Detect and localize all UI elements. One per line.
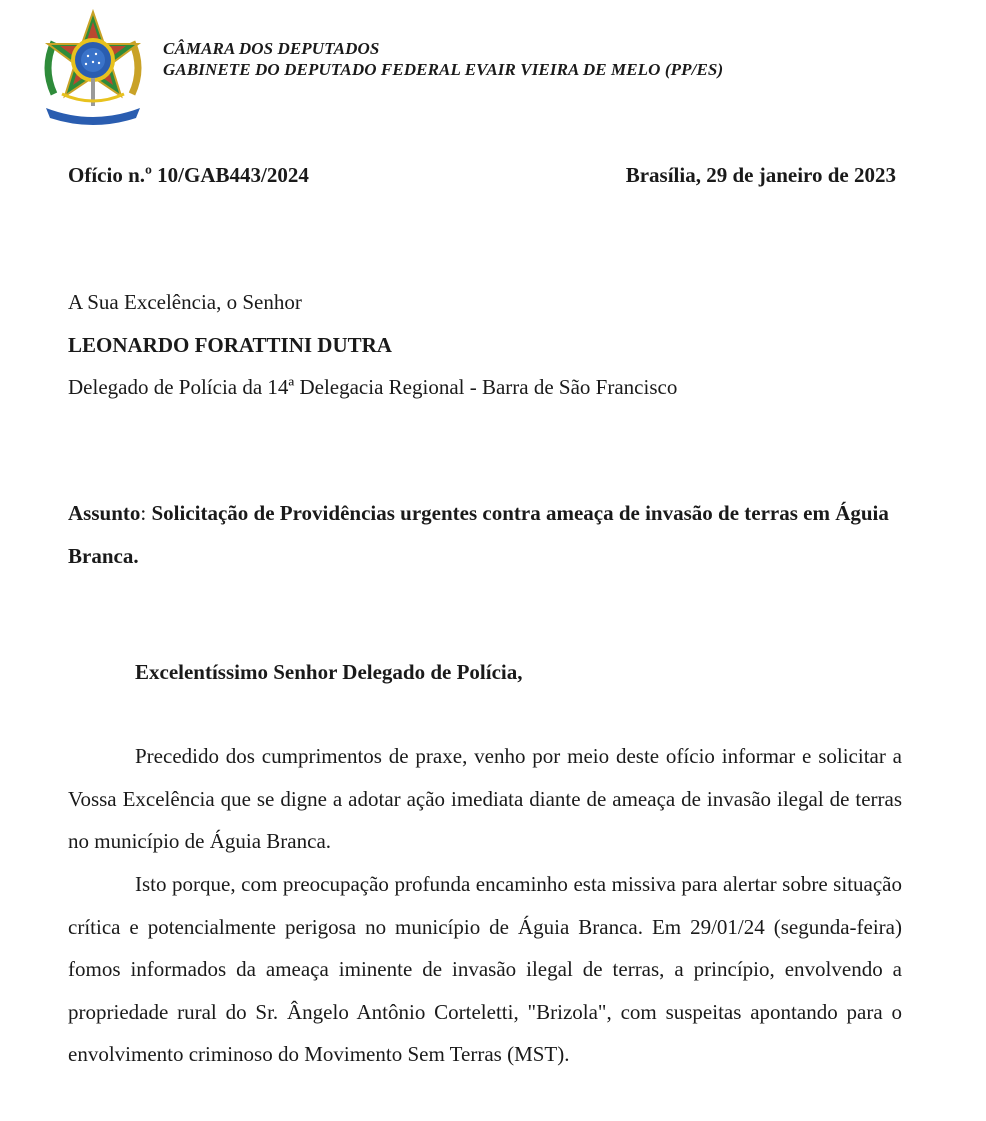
addressee-name: LEONARDO FORATTINI DUTRA	[68, 333, 392, 357]
office-name: GABINETE DO DEPUTADO FEDERAL EVAIR VIEIRA DE MELO (PP/ES)	[163, 60, 724, 79]
paragraph-1: Precedido dos cumprimentos de praxe, venho por meio deste ofício informar e solicitar a Vossa Excelência que se digne a adotar ação imediata diante de ameaça de invasão ilegal de terras no município de Águia Branca.	[68, 744, 902, 853]
place-date: Brasília, 29 de janeiro de 2023	[625, 163, 896, 187]
subject: Assunto: Solicitação de Providências urgentes contra ameaça de invasão de terras em Águia Branca.	[68, 501, 889, 568]
subject-label: Assunto	[68, 501, 141, 525]
oficio-number: Ofício n.º 10/GAB443/2024	[68, 163, 309, 187]
paragraph-2: Isto porque, com preocupação profunda encaminho esta missiva para alertar sobre situação crítica e potencialmente perigosa no município de Águia Branca. Em 29/01/24 (segunda-feira) fomos informados da ameaça iminente de invasão ilegal de terras, a princípio, envolvendo a propriedade rural do Sr. Ângelo Antônio Corteletti, "Brizola", com suspeitas apontando para o envolvimento criminoso do Movimento Sem Terras (MST).	[68, 872, 902, 1066]
addressee-salutation: A Sua Excelência, o Senhor	[68, 290, 302, 314]
coat-of-arms-emblem	[36, 8, 150, 132]
letterhead	[163, 38, 723, 80]
chamber-name: CÂMARA DOS DEPUTADOS	[163, 39, 380, 58]
subject-text: Solicitação de Providências urgentes contra ameaça de invasão de terras em Águia Branca.	[68, 501, 889, 568]
reference-row	[68, 163, 896, 188]
greeting: Excelentíssimo Senhor Delegado de Polícia,	[135, 660, 523, 684]
addressee-role: Delegado de Polícia da 14ª Delegacia Regional - Barra de São Francisco	[68, 375, 678, 399]
